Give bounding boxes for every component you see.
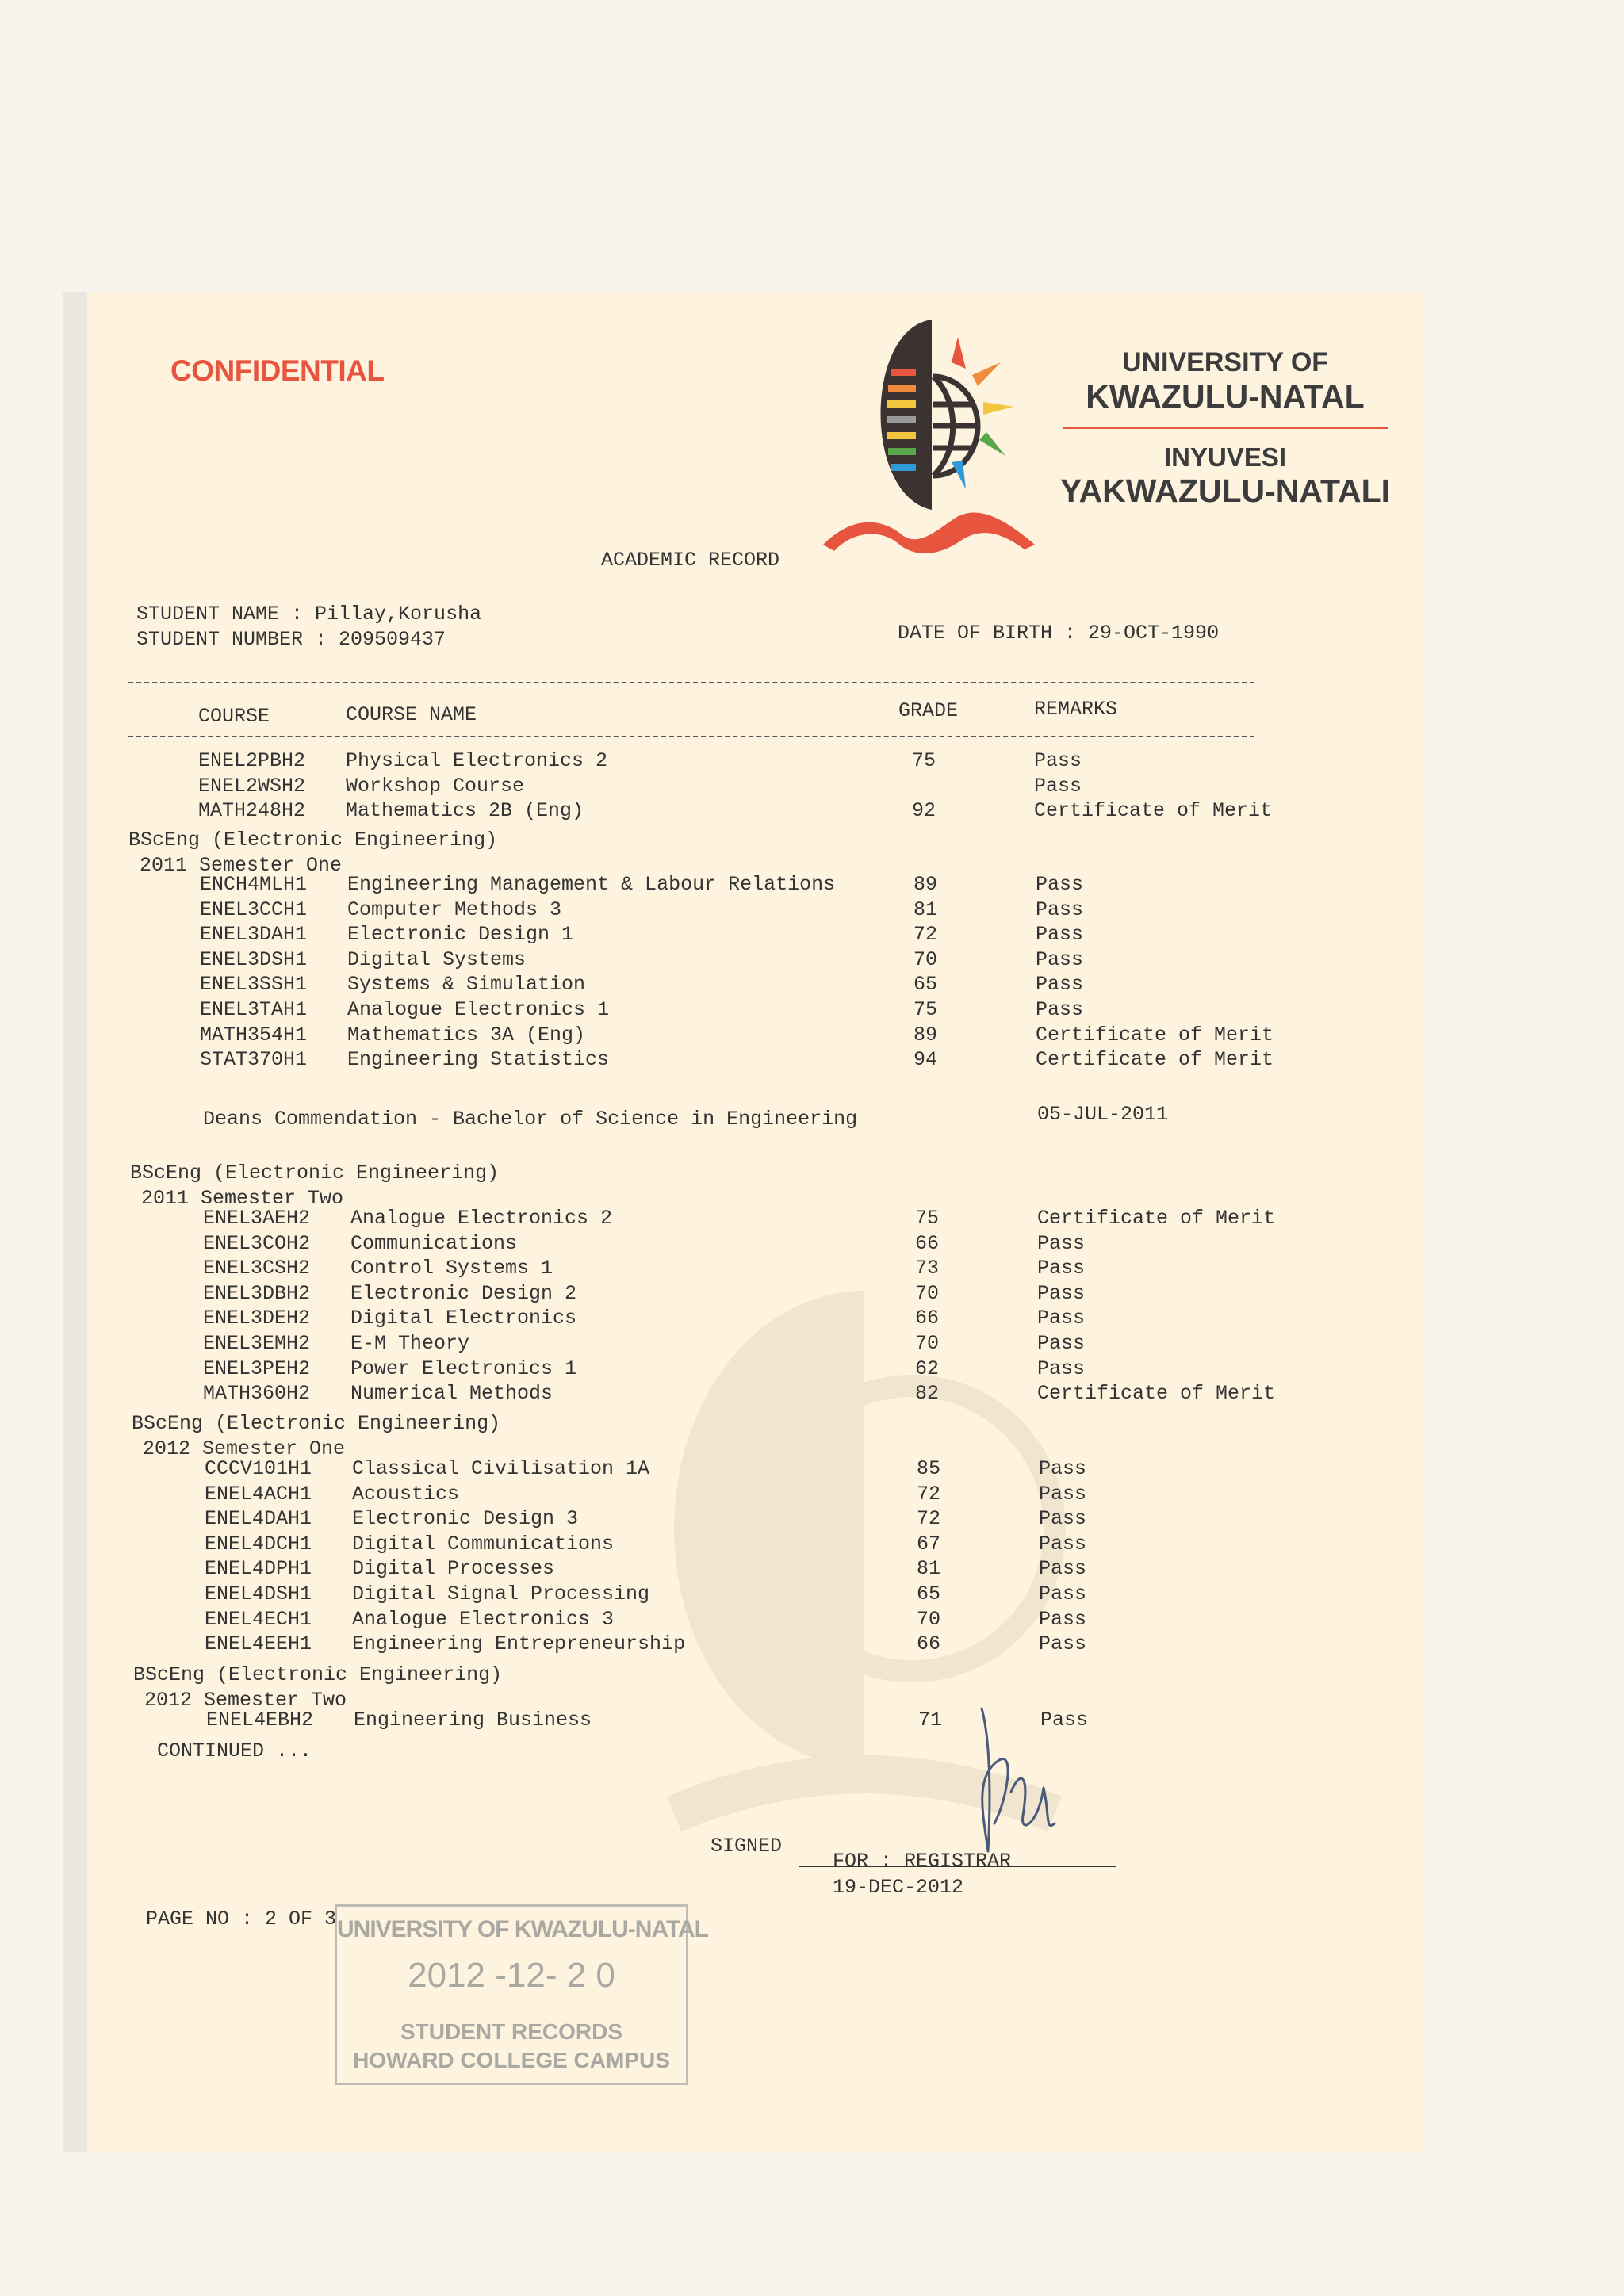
course-grade: 70 bbox=[917, 1608, 941, 1631]
course-remark: Pass bbox=[1037, 1332, 1086, 1355]
course-remark: Pass bbox=[1034, 775, 1082, 798]
term-heading: 2011 Semester One bbox=[140, 854, 343, 877]
column-header-course-name: COURSE NAME bbox=[346, 703, 477, 726]
course-name: Control Systems 1 bbox=[350, 1257, 553, 1280]
university-name-line2: KWAZULU-NATAL bbox=[1086, 378, 1365, 415]
term-heading: 2011 Semester Two bbox=[141, 1187, 344, 1210]
course-name: Computer Methods 3 bbox=[347, 898, 562, 921]
course-remark: Pass bbox=[1036, 973, 1084, 996]
course-remark: Certificate of Merit bbox=[1034, 799, 1273, 822]
course-code: MATH360H2 bbox=[203, 1382, 311, 1405]
course-name: Engineering Entrepreneurship bbox=[352, 1632, 686, 1655]
course-name: Power Electronics 1 bbox=[350, 1357, 577, 1380]
course-code: ENEL2PBH2 bbox=[198, 749, 306, 772]
page-number: PAGE NO : 2 OF 3 bbox=[146, 1908, 337, 1931]
course-remark: Pass bbox=[1039, 1483, 1087, 1506]
course-grade: 92 bbox=[912, 799, 936, 822]
course-remark: Pass bbox=[1039, 1533, 1087, 1556]
continued-label: CONTINUED ... bbox=[157, 1739, 312, 1762]
course-code: ENEL3TAH1 bbox=[200, 998, 308, 1021]
course-name: Digital Signal Processing bbox=[352, 1582, 650, 1605]
course-code: ENEL2WSH2 bbox=[198, 775, 306, 798]
course-name: Analogue Electronics 1 bbox=[347, 998, 610, 1021]
course-code: ENEL4DSH1 bbox=[205, 1582, 312, 1605]
confidential-label: CONFIDENTIAL bbox=[170, 354, 385, 387]
course-name: Communications bbox=[350, 1232, 518, 1255]
student-number: STUDENT NUMBER : 209509437 bbox=[136, 628, 446, 651]
document-title: ACADEMIC RECORD bbox=[601, 549, 780, 572]
course-grade: 75 bbox=[915, 1207, 940, 1230]
course-name: Analogue Electronics 2 bbox=[350, 1207, 613, 1230]
scan-shadow bbox=[63, 292, 87, 2152]
course-name: Digital Processes bbox=[352, 1557, 555, 1580]
signature-date: 19-DEC-2012 bbox=[833, 1876, 964, 1899]
course-remark: Pass bbox=[1039, 1608, 1087, 1631]
course-code: CCCV101H1 bbox=[205, 1457, 312, 1480]
course-code: ENEL4DCH1 bbox=[205, 1533, 312, 1556]
course-name: Physical Electronics 2 bbox=[346, 749, 608, 772]
stamp-line4: HOWARD COLLEGE CAMPUS bbox=[353, 2048, 670, 2072]
stamp-line3: STUDENT RECORDS bbox=[400, 2019, 622, 2044]
course-grade: 70 bbox=[914, 948, 938, 971]
course-grade: 66 bbox=[917, 1632, 941, 1655]
course-remark: Pass bbox=[1036, 873, 1084, 896]
course-remark: Pass bbox=[1037, 1282, 1086, 1305]
course-code: ENEL3DEH2 bbox=[203, 1307, 311, 1330]
course-remark: Pass bbox=[1036, 998, 1084, 1021]
course-grade: 66 bbox=[915, 1307, 940, 1330]
university-name-divider bbox=[1063, 427, 1388, 429]
course-grade: 73 bbox=[915, 1257, 940, 1280]
course-code: ENEL3EMH2 bbox=[203, 1332, 311, 1355]
course-code: ENEL4EBH2 bbox=[206, 1709, 314, 1732]
course-name: Mathematics 2B (Eng) bbox=[346, 799, 584, 822]
course-grade: 89 bbox=[914, 1024, 938, 1047]
term-heading: 2012 Semester One bbox=[143, 1437, 346, 1460]
student-name: STUDENT NAME : Pillay,Korusha bbox=[136, 603, 482, 626]
course-grade: 62 bbox=[915, 1357, 940, 1380]
course-grade: 70 bbox=[915, 1332, 940, 1355]
course-grade: 72 bbox=[917, 1507, 941, 1530]
course-name: Engineering Business bbox=[354, 1709, 592, 1732]
course-code: ENEL4DPH1 bbox=[205, 1557, 312, 1580]
course-grade: 89 bbox=[914, 873, 938, 896]
university-logo bbox=[817, 313, 1063, 555]
course-remark: Pass bbox=[1039, 1507, 1087, 1530]
course-code: ENEL3CSH2 bbox=[203, 1257, 311, 1280]
course-name: Digital Electronics bbox=[350, 1307, 577, 1330]
stamp-line1: UNIVERSITY OF KWAZULU-NATAL bbox=[337, 1916, 708, 1942]
course-name: Engineering Management & Labour Relations bbox=[347, 873, 836, 896]
course-name: Workshop Course bbox=[346, 775, 525, 798]
course-name: Numerical Methods bbox=[350, 1382, 553, 1405]
course-remark: Pass bbox=[1036, 923, 1084, 946]
course-grade: 72 bbox=[914, 923, 938, 946]
course-code: ENEL3PEH2 bbox=[203, 1357, 311, 1380]
course-name: Mathematics 3A (Eng) bbox=[347, 1024, 586, 1047]
course-name: Electronic Design 3 bbox=[352, 1507, 579, 1530]
course-code: MATH248H2 bbox=[198, 799, 306, 822]
stamp-date: 2012 -12- 2 0 bbox=[408, 1956, 615, 1995]
university-name-line1: UNIVERSITY OF bbox=[1121, 347, 1329, 377]
course-name: Classical Civilisation 1A bbox=[352, 1457, 650, 1480]
course-remark: Pass bbox=[1036, 898, 1084, 921]
course-code: ENEL3DSH1 bbox=[200, 948, 308, 971]
course-code: ENEL3COH2 bbox=[203, 1232, 311, 1255]
course-grade: 65 bbox=[917, 1582, 941, 1605]
course-name: Acoustics bbox=[352, 1483, 460, 1506]
course-remark: Certificate of Merit bbox=[1037, 1382, 1276, 1405]
course-grade: 71 bbox=[918, 1709, 943, 1732]
course-name: Systems & Simulation bbox=[347, 973, 586, 996]
program-heading: BScEng (Electronic Engineering) bbox=[133, 1663, 503, 1686]
deans-commendation-date: 05-JUL-2011 bbox=[1037, 1103, 1169, 1126]
course-name: Electronic Design 2 bbox=[350, 1282, 577, 1305]
course-grade: 82 bbox=[915, 1382, 940, 1405]
course-grade: 66 bbox=[915, 1232, 940, 1255]
course-grade: 75 bbox=[912, 749, 936, 772]
course-code: ENEL3AEH2 bbox=[203, 1207, 311, 1230]
course-name: Digital Systems bbox=[347, 948, 527, 971]
course-remark: Pass bbox=[1037, 1257, 1086, 1280]
course-code: ENEL3DAH1 bbox=[200, 923, 308, 946]
course-remark: Pass bbox=[1039, 1557, 1087, 1580]
course-remark: Pass bbox=[1036, 948, 1084, 971]
course-remark: Pass bbox=[1037, 1357, 1086, 1380]
course-remark: Pass bbox=[1034, 749, 1082, 772]
term-heading: 2012 Semester Two bbox=[144, 1689, 347, 1712]
course-name: Digital Communications bbox=[352, 1533, 615, 1556]
course-name: Engineering Statistics bbox=[347, 1048, 610, 1071]
signed-label: SIGNED bbox=[710, 1835, 783, 1858]
registrar-signature bbox=[967, 1705, 1063, 1863]
for-registrar-label: FOR : REGISTRAR bbox=[833, 1850, 1012, 1873]
course-remark: Certificate of Merit bbox=[1036, 1024, 1274, 1047]
column-header-grade: GRADE bbox=[898, 699, 959, 722]
course-remark: Pass bbox=[1039, 1457, 1087, 1480]
header-divider-bottom bbox=[128, 736, 1254, 737]
course-name: E-M Theory bbox=[350, 1332, 470, 1355]
deans-commendation: Deans Commendation - Bachelor of Science in Engineering bbox=[203, 1108, 858, 1131]
column-header-remarks: REMARKS bbox=[1034, 698, 1118, 721]
course-remark: Pass bbox=[1039, 1632, 1087, 1655]
course-remark: Pass bbox=[1039, 1582, 1087, 1605]
university-name-line4: YAKWAZULU-NATALI bbox=[1059, 473, 1391, 509]
course-code: ENCH4MLH1 bbox=[200, 873, 308, 896]
course-remark: Certificate of Merit bbox=[1037, 1207, 1276, 1230]
course-grade: 72 bbox=[917, 1483, 941, 1506]
course-code: ENEL3SSH1 bbox=[200, 973, 308, 996]
course-name: Electronic Design 1 bbox=[347, 923, 574, 946]
university-name-line3: INYUVESI bbox=[1163, 442, 1287, 472]
course-grade: 81 bbox=[917, 1557, 941, 1580]
course-grade: 70 bbox=[915, 1282, 940, 1305]
course-grade: 85 bbox=[917, 1457, 941, 1480]
course-code: ENEL4ECH1 bbox=[205, 1608, 312, 1631]
course-grade: 75 bbox=[914, 998, 938, 1021]
course-code: ENEL4EEH1 bbox=[205, 1632, 312, 1655]
course-code: ENEL4ACH1 bbox=[205, 1483, 312, 1506]
student-records-stamp bbox=[335, 1904, 708, 2085]
course-name: Analogue Electronics 3 bbox=[352, 1608, 615, 1631]
course-code: ENEL3DBH2 bbox=[203, 1282, 311, 1305]
program-heading: BScEng (Electronic Engineering) bbox=[132, 1412, 501, 1435]
program-heading: BScEng (Electronic Engineering) bbox=[130, 1161, 500, 1184]
course-code: STAT370H1 bbox=[200, 1048, 308, 1071]
course-remark: Certificate of Merit bbox=[1036, 1048, 1274, 1071]
course-grade: 94 bbox=[914, 1048, 938, 1071]
date-of-birth: DATE OF BIRTH : 29-OCT-1990 bbox=[898, 622, 1220, 645]
course-remark: Pass bbox=[1040, 1709, 1089, 1732]
course-code: ENEL3CCH1 bbox=[200, 898, 308, 921]
header-divider-top bbox=[128, 682, 1254, 683]
course-grade: 67 bbox=[917, 1533, 941, 1556]
course-grade: 81 bbox=[914, 898, 938, 921]
course-code: ENEL4DAH1 bbox=[205, 1507, 312, 1530]
course-grade: 65 bbox=[914, 973, 938, 996]
column-header-course: COURSE bbox=[198, 705, 270, 728]
course-code: MATH354H1 bbox=[200, 1024, 308, 1047]
program-heading: BScEng (Electronic Engineering) bbox=[128, 828, 498, 851]
course-remark: Pass bbox=[1037, 1307, 1086, 1330]
course-remark: Pass bbox=[1037, 1232, 1086, 1255]
